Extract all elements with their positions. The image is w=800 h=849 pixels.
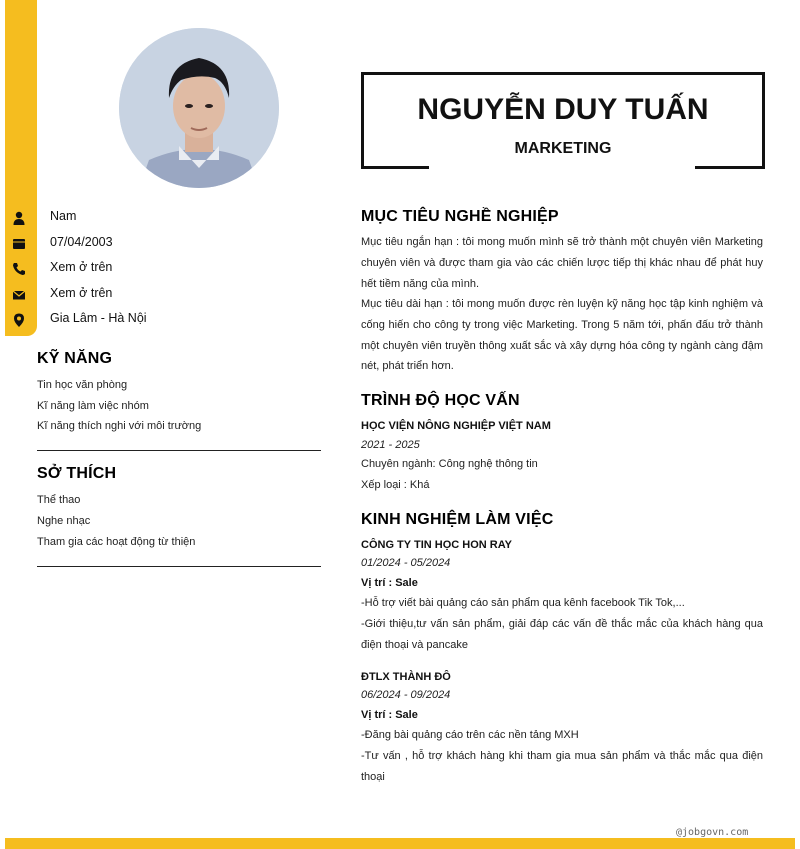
contact-phone-text: Xem ở trên <box>50 260 113 274</box>
phone-icon <box>11 261 27 277</box>
job-period: 06/2024 - 09/2024 <box>361 689 451 701</box>
candidate-role: MARKETING <box>514 140 612 157</box>
job-company: CÔNG TY TIN HỌC HON RAY <box>361 539 512 551</box>
contact-address-text: Gia Lâm - Hà Nội <box>50 311 147 325</box>
job-period: 01/2024 - 05/2024 <box>361 557 451 569</box>
contact-email-text: Xem ở trên <box>50 286 113 300</box>
job-position: Vị trí : Sale <box>361 709 418 721</box>
objective-title: MỤC TIÊU NGHỀ NGHIỆP <box>361 208 559 225</box>
education-period: 2021 - 2025 <box>361 439 420 451</box>
name-box-corner-left <box>361 166 429 169</box>
education-rank: Xếp loại : Khá <box>361 479 430 491</box>
job-duty: -Đăng bài quảng cáo trên các nền tảng MXH <box>361 729 579 741</box>
contact-gender-text: Nam <box>50 209 77 223</box>
skill-item: Kĩ năng thích nghi với môi trường <box>37 420 202 432</box>
job-duty: -Tư vấn , hỗ trợ khách hàng khi tham gia mua sản phẩm và thắc mắc qua điện thoại <box>361 750 763 783</box>
hobbies-title: SỞ THÍCH <box>37 465 117 482</box>
objective-long-term: Mục tiêu dài hạn : tôi mong muốn được rèn luyện kỹ năng học tập kinh nghiệm và cống hiến cho công ty trong việc Marketing. Trong 5 năm tới, phấn đấu trở thành một chuyên viên truyền thông xuất sắc và xây dựng hóa công ty ngành càng đậm nét, phát triển hơn. <box>361 298 763 373</box>
contact-birthday-text: 07/04/2003 <box>50 235 113 249</box>
hobby-item: Nghe nhạc <box>37 515 91 527</box>
location-pin-icon <box>11 312 27 328</box>
objective-short-term: Mục tiêu ngắn hạn : tôi mong muốn mình sẽ trở thành một chuyên viên Marketing chuyên viên và được tham gia vào các chiến lược tiếp thị khác nhau để phát huy hết tiềm năng của mình. <box>361 236 763 290</box>
skill-item: Kĩ năng làm việc nhóm <box>37 400 149 412</box>
education-school: HỌC VIỆN NÔNG NGHIỆP VIỆT NAM <box>361 420 551 432</box>
candidate-name: NGUYỄN DUY TUẤN <box>417 93 709 126</box>
user-icon <box>11 210 27 226</box>
contact-gender <box>5 207 335 229</box>
hobbies-divider <box>37 566 321 567</box>
job-duty: -Hỗ trợ viết bài quảng cáo sản phẩm qua kênh facebook Tik Tok,... <box>361 597 685 609</box>
watermark: @jobgovn.com <box>676 827 749 838</box>
calendar-icon <box>11 236 27 252</box>
job-position: Vị trí : Sale <box>361 577 418 589</box>
skills-divider <box>37 450 321 451</box>
skill-item: Tin học văn phòng <box>37 379 128 391</box>
contact-address <box>5 309 335 331</box>
avatar <box>119 28 279 188</box>
name-box-corner-right <box>695 166 763 169</box>
education-major: Chuyên ngành: Công nghệ thông tin <box>361 458 538 470</box>
experience-title: KINH NGHIỆM LÀM VIỆC <box>361 511 554 528</box>
footer-accent-bar <box>5 838 795 849</box>
skills-title: KỸ NĂNG <box>37 350 113 367</box>
education-title: TRÌNH ĐỘ HỌC VẤN <box>361 392 520 409</box>
avatar-photo <box>119 28 279 188</box>
contact-birthday <box>5 233 335 255</box>
contact-phone <box>5 258 335 280</box>
mail-icon <box>11 287 27 303</box>
job-company: ĐTLX THÀNH ĐÔ <box>361 671 451 683</box>
hobby-item: Tham gia các hoạt động từ thiện <box>37 536 196 548</box>
hobby-item: Thể thao <box>37 494 81 506</box>
contact-email <box>5 284 335 306</box>
job-duty: -Giới thiệu,tư vấn sản phẩm, giải đáp các vấn đề thắc mắc của khách hàng qua điện thoại và pancake <box>361 618 763 651</box>
